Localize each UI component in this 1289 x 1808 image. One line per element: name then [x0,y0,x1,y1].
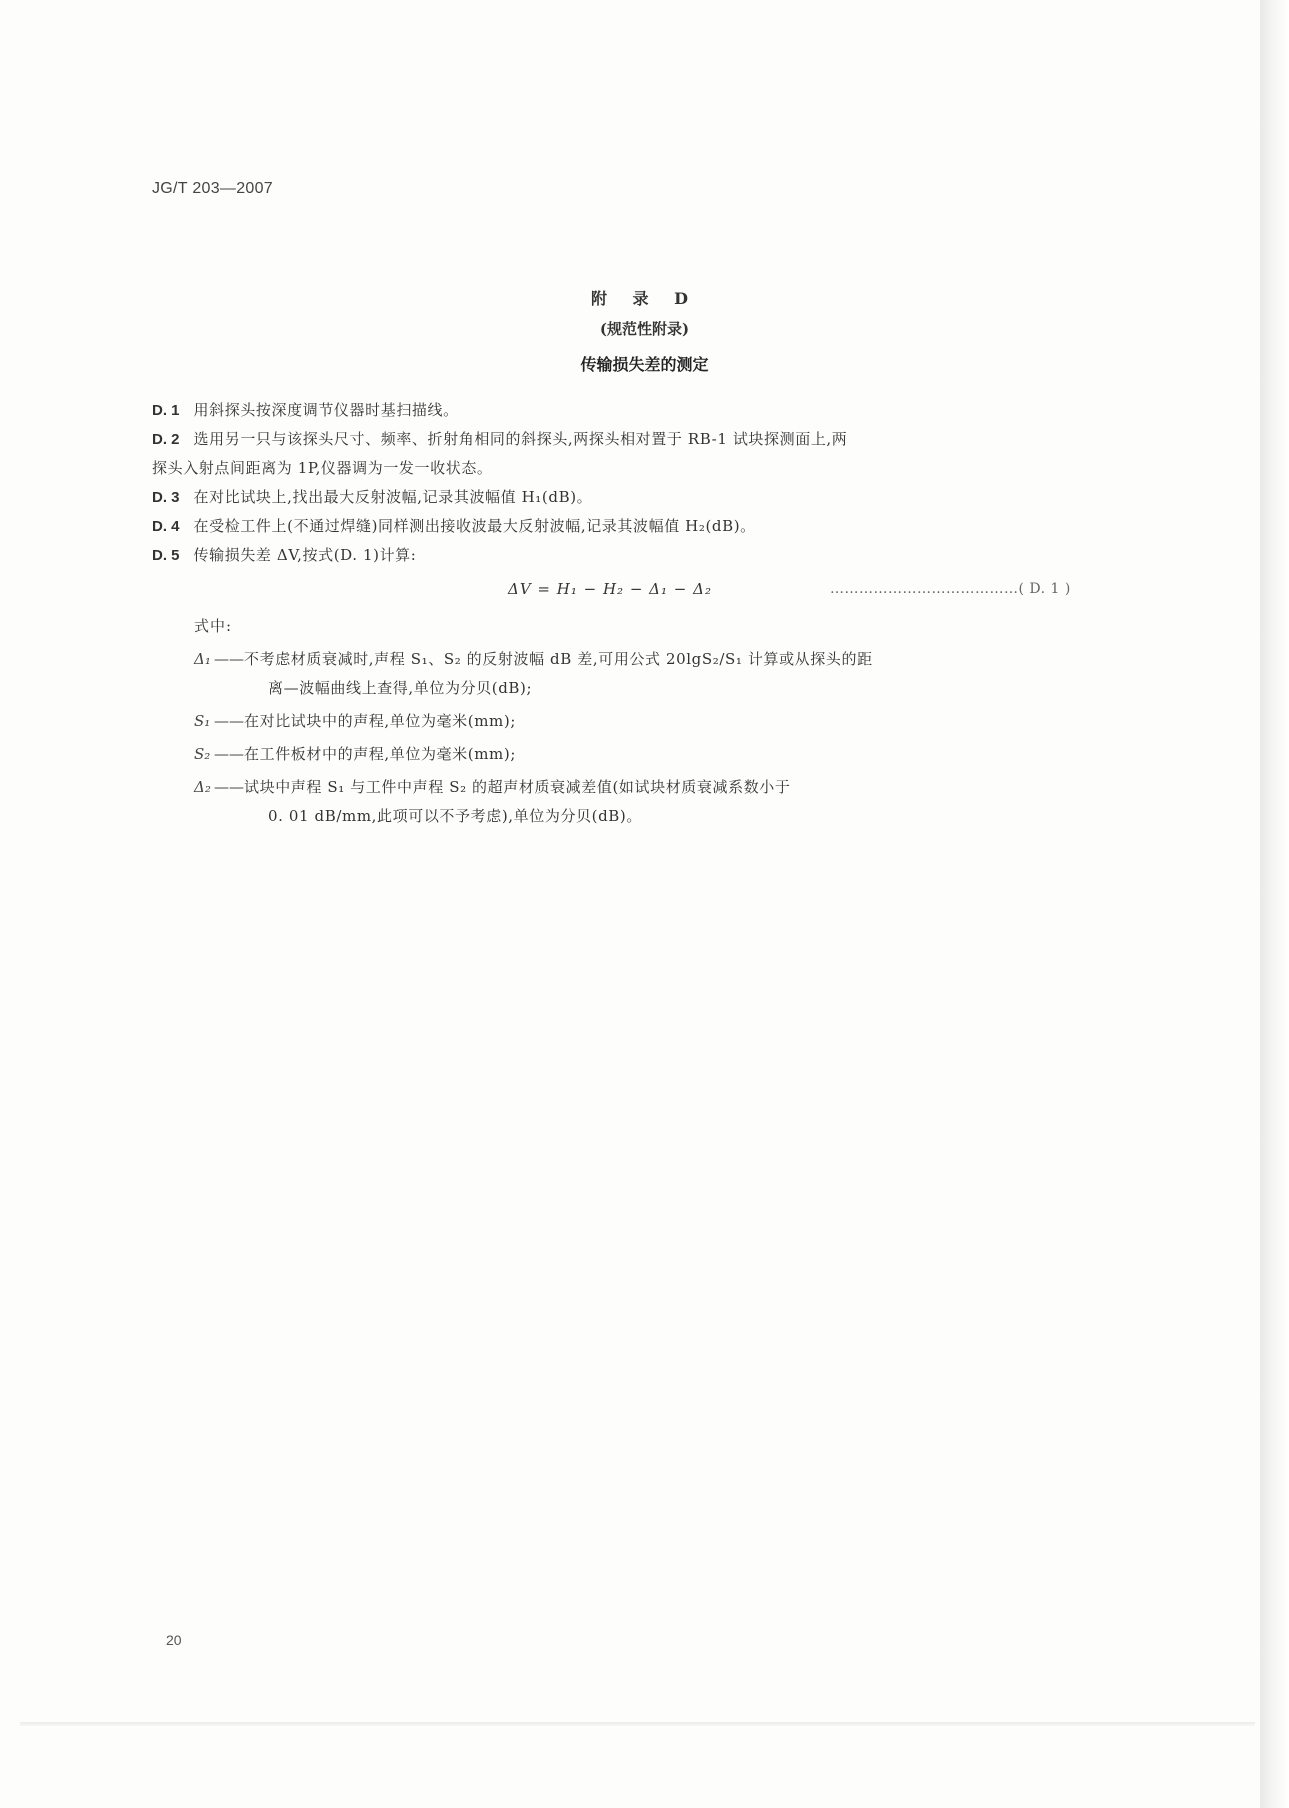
definition-symbol: Δ₂ [194,778,211,796]
annex-name: 传输损失差的测定 [580,355,709,374]
definition-dash: —— [214,745,244,763]
annex-title: 附 录 D [590,289,699,308]
clause-d2 [152,425,1112,454]
definition-continuation: 离—波幅曲线上查得,单位为分贝(dB); [268,679,533,697]
clause-d5 [152,541,1112,570]
definition-dash: —— [214,778,244,796]
definition-text: 在工件板材中的声程,单位为毫米(mm); [244,745,516,763]
clause-d3 [152,483,1112,512]
definition-text: 在对比试块中的声程,单位为毫米(mm); [244,712,516,730]
clause-d1 [152,396,1112,425]
clause-number: D. 2 [152,431,180,448]
definition-symbol: Δ₁ [194,650,211,668]
formula-d1 [152,572,1112,606]
annex-body [152,396,1112,831]
standard-code: JG/T 203—2007 [152,180,274,197]
page-edge-shadow [1260,0,1289,1808]
clause-d4 [152,512,1112,541]
clause-text: 在对比试块上,找出最大反射波幅,记录其波幅值 H₁(dB)。 [193,488,593,506]
clause-number: D. 1 [152,402,180,419]
definition-symbol: S₂ [194,745,211,763]
definition-dash: —— [214,712,244,730]
formula-number: …………………………………( D. 1 ) [830,581,1071,597]
clause-number: D. 4 [152,518,180,535]
clause-text: 选用另一只与该探头尺寸、频率、折射角相同的斜探头,两探头相对置于 RB-1 试块探测面上,两 [193,430,848,448]
definition-s2 [152,740,1112,769]
clause-number: D. 5 [152,547,180,564]
definition-s1 [152,707,1112,736]
formula-expression: ΔV = H₁ − H₂ − Δ₁ − Δ₂ [508,580,712,598]
clause-d2-continuation: 探头入射点间距离为 1P,仪器调为一发一收状态。 [152,459,493,477]
where-label: 式中: [194,617,233,635]
definition-text: 不考虑材质衰减时,声程 S₁、S₂ 的反射波幅 dB 差,可用公式 20lgS₂/S₁ 计算或从探头的距 [244,650,873,668]
clause-number: D. 3 [152,489,180,506]
definition-text: 试块中声程 S₁ 与工件中声程 S₂ 的超声材质衰减差值(如试块材质衰减系数小于 [244,778,791,796]
annex-type: (规范性附录) [599,320,690,338]
clause-text: 传输损失差 ΔV,按式(D. 1)计算: [193,546,417,564]
clause-text: 用斜探头按深度调节仪器时基扫描线。 [193,401,459,419]
definition-symbol: S₁ [194,712,211,730]
scan-edge-band [20,1722,1255,1726]
page-number: 20 [166,1632,182,1648]
definition-delta2 [152,773,1112,831]
definition-continuation: 0. 01 dB/mm,此项可以不予考虑),单位为分贝(dB)。 [268,807,642,825]
definition-delta1 [152,645,1112,703]
definition-dash: —— [214,650,244,668]
clause-text: 在受检工件上(不通过焊缝)同样测出接收波最大反射波幅,记录其波幅值 H₂(dB)。 [193,517,756,535]
